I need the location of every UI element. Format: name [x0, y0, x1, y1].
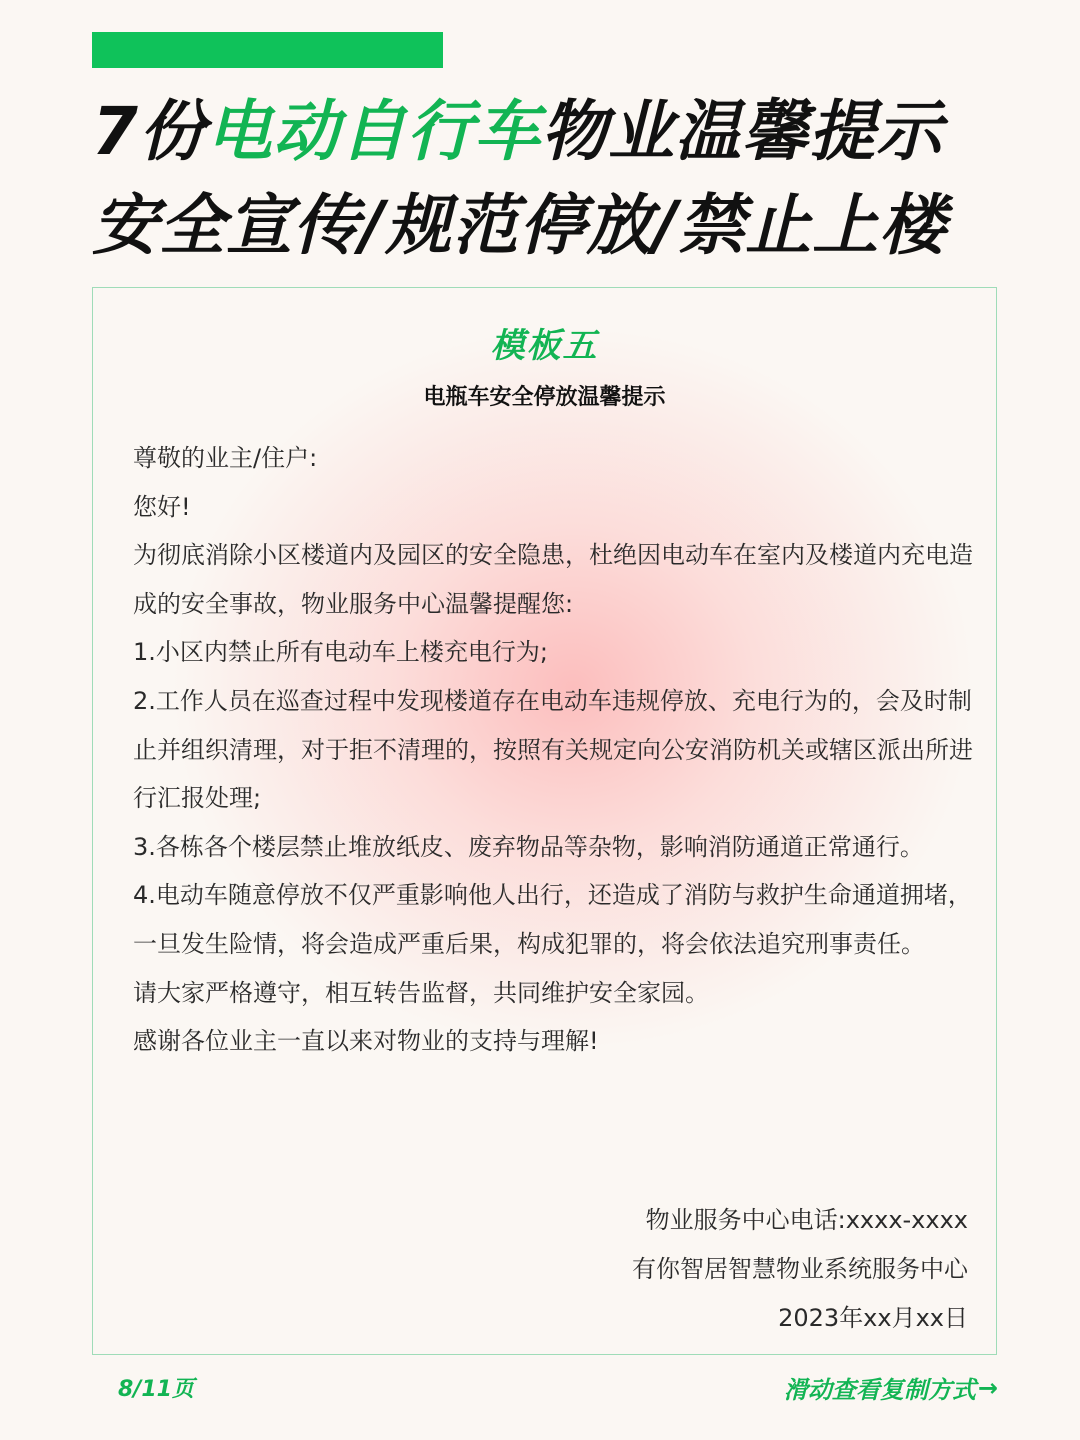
arrow-right-icon: → — [977, 1373, 998, 1402]
headline-suffix: 物业温馨提示 — [540, 93, 943, 170]
notice-subtitle: 电瓶车安全停放温馨提示 — [423, 385, 666, 410]
thanks-paragraph: 感谢各位业主一直以来对物业的支持与理解! — [133, 1027, 599, 1056]
notice-body — [133, 434, 973, 1066]
headline-line-1 — [92, 92, 1032, 172]
service-phone: 物业服务中心电话:xxxx-xxxx — [645, 1206, 968, 1234]
intro-paragraph: 为彻底消除小区楼道内及园区的安全隐患，杜绝因电动车在室内及楼道内充电造成的安全事故，物业服务中心温馨提醒您: — [133, 541, 973, 618]
accent-bar — [92, 32, 443, 68]
rule-item-2: 2.工作人员在巡查过程中发现楼道存在电动车违规停放、充电行为的，会及时制止并组织清理，对于拒不清理的，按照有关规定向公安消防机关或辖区派出所进行汇报处理; — [133, 686, 973, 813]
swipe-hint-label: 滑动查看复制方式 — [783, 1376, 976, 1404]
rule-item-1: 1.小区内禁止所有电动车上楼充电行为; — [133, 638, 548, 667]
notice-date: 2023年xx月xx日 — [778, 1304, 968, 1332]
headline-prefix: 7份 — [92, 93, 206, 170]
organization-name: 有你智居智慧物业系统服务中心 — [632, 1255, 968, 1283]
notice-card — [92, 287, 997, 1355]
page-indicator: 8/11页 — [118, 1377, 194, 1402]
swipe-hint[interactable] — [784, 1370, 998, 1405]
signature-block — [632, 1196, 968, 1343]
rule-item-3: 3.各栋各个楼层禁止堆放纸皮、废弃物品等杂物，影响消防通道正常通行。 — [133, 832, 924, 861]
rule-item-4: 4.电动车随意停放不仅严重影响他人出行，还造成了消防与救护生命通道拥堵，一旦发生险情，将会造成严重后果，构成犯罪的，将会依法追究刑事责任。 — [133, 881, 972, 958]
greeting: 您好! — [133, 492, 191, 521]
headline-line-2: 安全宣传/规范停放/禁止上楼 — [92, 187, 947, 264]
appeal-paragraph: 请大家严格遵守，相互转告监督，共同维护安全家园。 — [133, 978, 709, 1007]
headline-highlight: 电动自行车 — [205, 93, 541, 170]
salutation: 尊敬的业主/住户: — [133, 444, 318, 472]
template-title: 模板五 — [490, 326, 599, 366]
